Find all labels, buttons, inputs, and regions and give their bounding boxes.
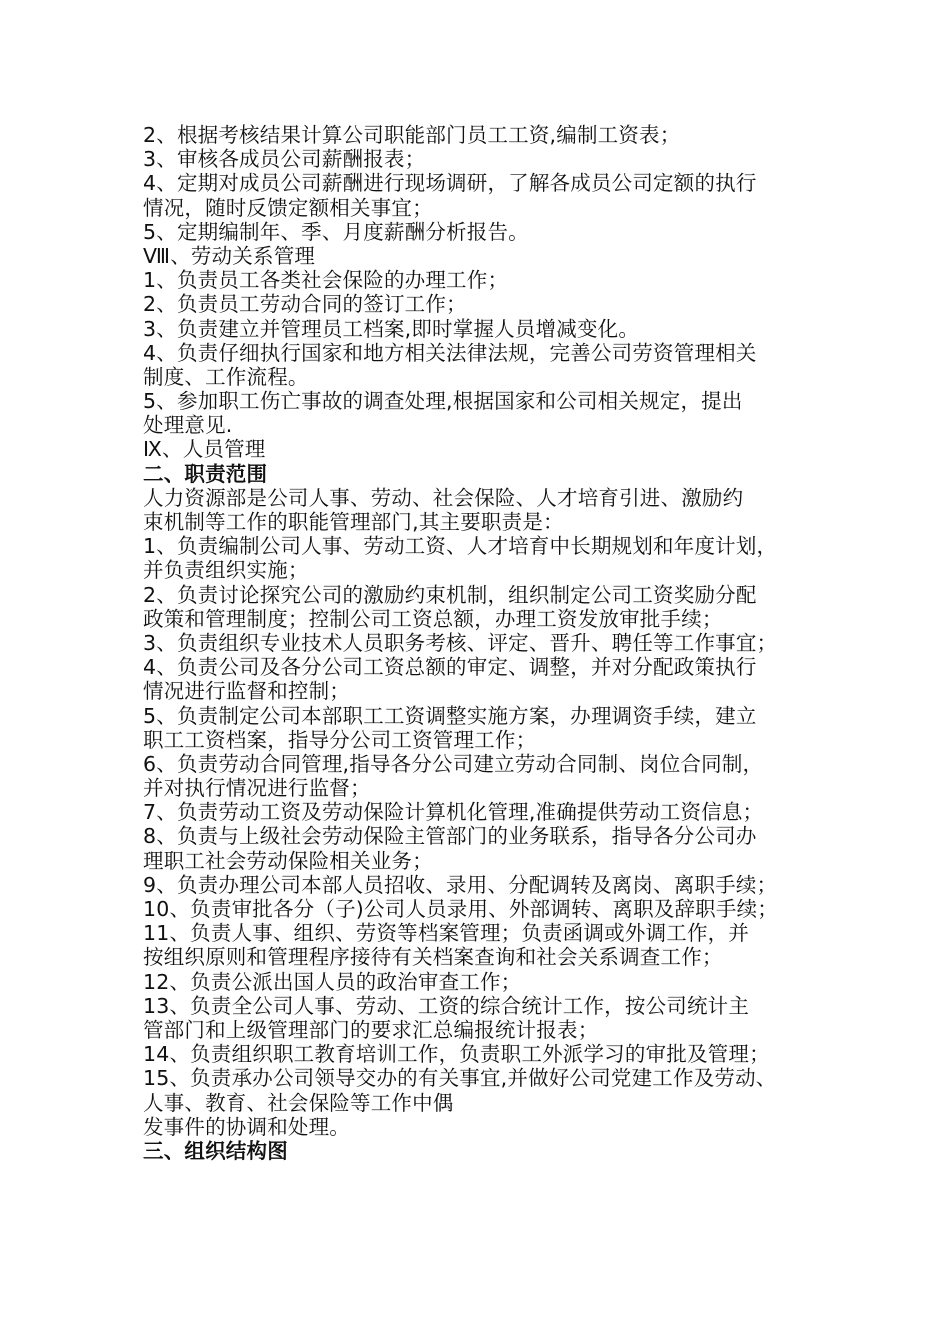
text-line: 4、定期对成员公司薪酬进行现场调研，了解各成员公司定额的执行 <box>143 171 757 196</box>
text-line: 4、负责公司及各分公司工资总额的审定、调整，并对分配政策执行 <box>143 655 757 680</box>
text-line: 5、负责制定公司本部职工工资调整实施方案，办理调资手续，建立 <box>143 703 757 728</box>
text-line: 管部门和上级管理部门的要求汇总编报统计报表； <box>143 1017 599 1042</box>
text-line: 3、负责建立并管理员工档案,即时掌握人员增减变化。 <box>143 316 640 341</box>
text-line: 15、负责承办公司领导交办的有关事宜,并做好公司党建工作及劳动、 <box>143 1066 777 1091</box>
text-line: 14、负责组织职工教育培训工作，负责职工外派学习的审批及管理； <box>143 1042 770 1067</box>
text-line: 理职工社会劳动保险相关业务； <box>143 848 433 873</box>
text-line: 束机制等工作的职能管理部门,其主要职责是： <box>143 510 564 534</box>
text-line: 4、负责仔细执行国家和地方相关法律法规，完善公司劳资管理相关 <box>143 340 757 365</box>
text-line: 3、负责组织专业技术人员职务考核、评定、晋升、聘任等工作事宜； <box>143 630 778 655</box>
text-line: 12、负责公派出国人员的政治审查工作； <box>143 969 522 994</box>
text-line: 6、负责劳动合同管理,指导各分公司建立劳动合同制、岗位合同制， <box>143 751 764 776</box>
text-line: 并对执行情况进行监督； <box>143 776 371 801</box>
text-line: 3、审核各成员公司薪酬报表； <box>143 147 426 172</box>
section-heading: 二、职责范围 <box>143 461 268 486</box>
text-line: 制度、工作流程。 <box>143 364 309 389</box>
text-line: 并负责组织实施； <box>143 558 309 583</box>
text-line: 人力资源部是公司人事、劳动、社会保险、人才培育引进、激励约 <box>143 485 744 510</box>
text-line: 13、负责全公司人事、劳动、工资的综合统计工作，按公司统计主 <box>143 993 750 1018</box>
text-line: 1、负责编制公司人事、劳动工资、人才培育中长期规划和年度计划， <box>143 534 778 559</box>
text-line: 发事件的协调和处理。 <box>143 1114 350 1139</box>
text-line: 按组织原则和管理程序接待有关档案查询和社会关系调查工作； <box>143 945 723 970</box>
text-line: 1、负责员工各类社会保险的办理工作； <box>143 268 509 293</box>
text-line: 11、负责人事、组织、劳资等档案管理；负责函调或外调工作，并 <box>143 921 750 946</box>
text-line: 5、定期编制年、季、月度薪酬分析报告。 <box>143 219 529 244</box>
text-line: 2、负责讨论探究公司的激励约束机制，组织制定公司工资奖励分配 <box>143 582 757 607</box>
text-line: 情况进行监督和控制； <box>143 679 350 704</box>
text-line: 政策和管理制度；控制公司工资总额，办理工资发放审批手续； <box>143 606 723 631</box>
text-line: 10、负责审批各分（子)公司人员录用、外部调转、离职及辞职手续； <box>143 897 778 921</box>
text-line: 人事、教育、社会保险等工作中偶 <box>143 1090 454 1115</box>
text-line: 2、根据考核结果计算公司职能部门员工工资,编制工资表； <box>143 123 681 147</box>
document-body <box>143 123 823 1163</box>
text-line: 7、负责劳动工资及劳动保险计算机化管理,准确提供劳动工资信息； <box>143 800 764 825</box>
text-line: 8、负责与上级社会劳动保险主管部门的业务联系，指导各分公司办 <box>143 824 757 849</box>
text-line: 5、参加职工伤亡事故的调查处理,根据国家和公司相关规定，提出 <box>143 389 743 414</box>
section-heading: 三、组织结构图 <box>143 1138 288 1163</box>
text-line: 职工工资档案，指导分公司工资管理工作； <box>143 727 537 752</box>
text-line: Ⅸ、人员管理 <box>143 437 266 462</box>
text-line: 情况，随时反馈定额相关事宜； <box>143 195 433 220</box>
text-line: Ⅷ、劳动关系管理 <box>143 243 316 268</box>
text-line: 处理意见. <box>143 413 233 438</box>
text-line: 9、负责办理公司本部人员招收、录用、分配调转及离岗、离职手续； <box>143 872 778 897</box>
text-line: 2、负责员工劳动合同的签订工作； <box>143 292 467 317</box>
